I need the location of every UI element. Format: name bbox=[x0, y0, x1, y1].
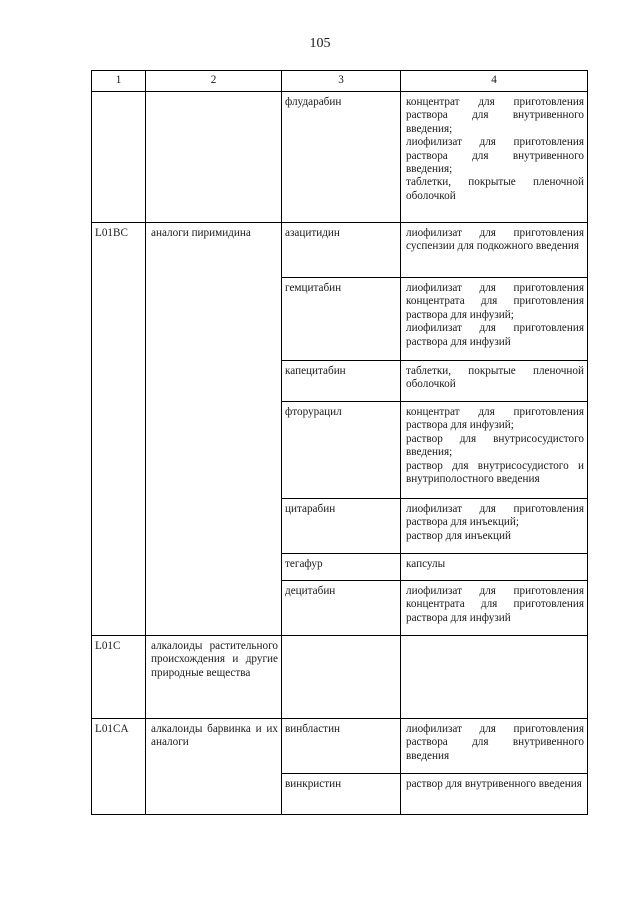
group-cell bbox=[146, 92, 282, 223]
dosage-form: раствор для внутрисосудистого введения; bbox=[406, 432, 584, 459]
dosage-form: таблетки, покрытые пленочной оболочкой bbox=[406, 365, 584, 391]
dosage-form: лиофилизат для приготовления раствора для инъекций; bbox=[406, 503, 584, 529]
drug-name-cell: капецитабин bbox=[282, 361, 401, 402]
dosage-form-cell bbox=[401, 223, 588, 278]
dosage-form-cell bbox=[401, 499, 588, 554]
column-header-2: 2 bbox=[146, 71, 282, 92]
column-header-3: 3 bbox=[282, 71, 401, 92]
dosage-form-cell bbox=[401, 278, 588, 361]
dosage-form: капсулы bbox=[406, 558, 446, 570]
drug-name-cell: тегафур bbox=[282, 554, 401, 581]
dosage-form: лиофилизат для приготовления раствора для инфузий bbox=[406, 322, 584, 348]
table-row bbox=[92, 636, 588, 719]
dosage-form: лиофилизат для приготовления концентрата для приготовления раствора для инфузий bbox=[406, 585, 584, 624]
drug-name-cell: гемцитабин bbox=[282, 278, 401, 361]
drug-name-cell bbox=[282, 636, 401, 719]
dosage-form: лиофилизат для приготовления суспензии для подкожного введения bbox=[406, 227, 584, 253]
dosage-form: концентрат для приготовления раствора для инфузий; bbox=[406, 406, 584, 432]
drug-name-cell: флударабин bbox=[282, 92, 401, 223]
column-header-1: 1 bbox=[92, 71, 146, 92]
dosage-form-cell bbox=[401, 581, 588, 636]
dosage-form-cell bbox=[401, 361, 588, 402]
atc-code-cell: L01CA bbox=[92, 719, 146, 815]
table-header-row bbox=[92, 71, 588, 92]
dosage-form-cell bbox=[401, 636, 588, 719]
dosage-form-cell bbox=[401, 719, 588, 774]
dosage-form-cell bbox=[401, 92, 588, 223]
group-name-cell: алкалоиды барвинка и их аналоги bbox=[146, 719, 282, 815]
dosage-form: лиофилизат для приготовления концентрата для приготовления раствора для инфузий; bbox=[406, 282, 584, 321]
dosage-form-cell bbox=[401, 554, 588, 581]
page-number: 105 bbox=[309, 36, 331, 51]
dosage-form: раствор для инъекций bbox=[406, 529, 511, 542]
atc-code-cell: L01BC bbox=[92, 223, 146, 636]
group-name-cell: алкалоиды растительного происхождения и другие природные вещества bbox=[146, 636, 282, 719]
group-name-cell: аналоги пиримидина bbox=[146, 223, 282, 636]
drug-name-cell: фторурацил bbox=[282, 402, 401, 499]
table-row bbox=[92, 719, 588, 774]
dosage-form: лиофилизат для приготовления раствора для внутривенного введения; bbox=[406, 136, 584, 176]
drug-name-cell: децитабин bbox=[282, 581, 401, 636]
dosage-form-cell bbox=[401, 402, 588, 499]
dosage-form: раствор для внутривенного введения bbox=[406, 778, 582, 790]
dosage-form: лиофилизат для приготовления раствора для внутривенного введения bbox=[406, 723, 584, 762]
dosage-form: таблетки, покрытые пленочной оболочкой bbox=[406, 176, 584, 202]
dosage-form: раствор для внутрисосудистого и внутриполостного введения bbox=[406, 459, 584, 486]
drug-name-cell: азацитидин bbox=[282, 223, 401, 278]
dosage-form-cell bbox=[401, 774, 588, 815]
dosage-form: концентрат для приготовления раствора для внутривенного введения; bbox=[406, 96, 584, 135]
code-cell bbox=[92, 92, 146, 223]
table-row bbox=[92, 92, 588, 223]
drug-name-cell: цитарабин bbox=[282, 499, 401, 554]
drug-table bbox=[91, 70, 588, 815]
drug-name-cell: винкристин bbox=[282, 774, 401, 815]
table-row bbox=[92, 223, 588, 278]
column-header-4: 4 bbox=[401, 71, 588, 92]
drug-name-cell: винбластин bbox=[282, 719, 401, 774]
atc-code-cell: L01C bbox=[92, 636, 146, 719]
